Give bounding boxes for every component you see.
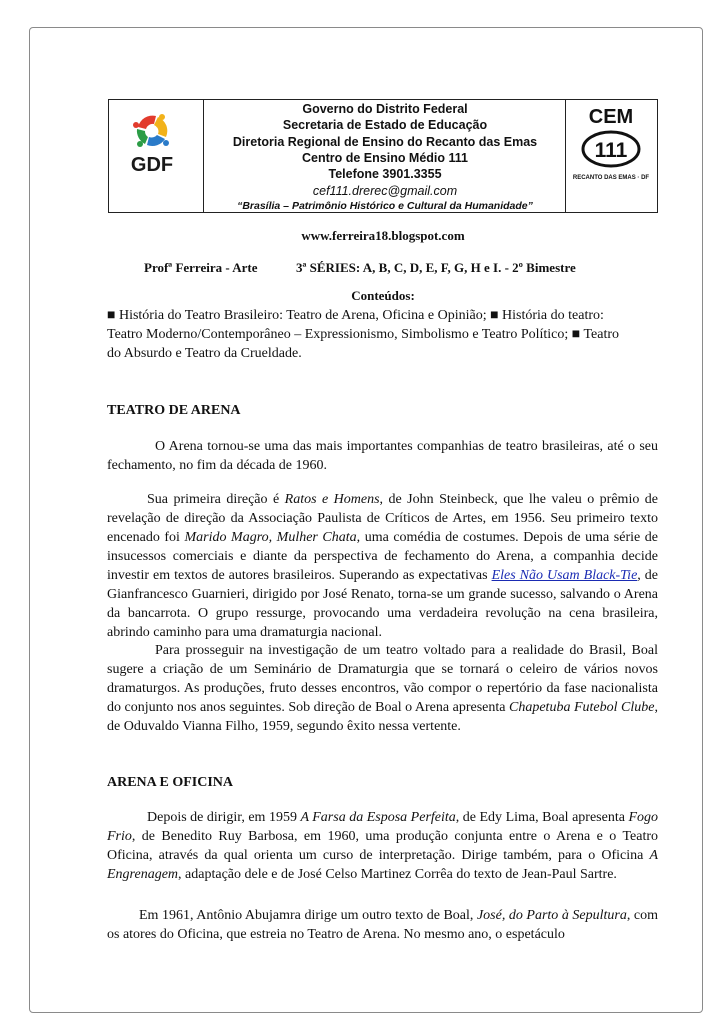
gdf-logo	[108, 99, 204, 213]
paragraph-text: , adaptação dele e de José Celso Martinez Corrêa do texto de Jean-Paul Sartre.	[178, 867, 617, 882]
paragraph-text: , de Benedito Ruy Barbosa, em 1960, uma produção conjunta entre o Arena e o Teatro Oficina, através da qual orienta um curso de interpretação. Dirige também, para o Oficina	[107, 829, 658, 863]
section-title-arena-e-oficina: ARENA E OFICINA	[107, 775, 234, 790]
paragraph	[107, 808, 658, 884]
paragraph-text: Em 1961, Antônio Abujamra dirige um outro texto de Boal,	[139, 908, 477, 923]
cem-logo-number: 111	[594, 139, 628, 162]
cem-logo-caption: RECANTO DAS EMAS · DF	[572, 175, 650, 181]
contents-title: Conteúdos:	[351, 288, 415, 303]
teacher-name: Profª Ferreira - Arte	[144, 260, 258, 275]
header-school: Centro de Ensino Médio 111	[301, 151, 468, 165]
paragraph-text: , uma comédia de costumes. Depois de uma série de insucessos comerciais e diante da perspectiva de fechamento do Arena, a companhia decide investir em textos de autores brasileiros. Superando as expectativas	[107, 530, 658, 583]
paragraph-text: Depois de dirigir, em 1959	[147, 810, 301, 825]
series-info: 3ª SÉRIES: A, B, C, D, E, F, G, H e I. - 2º Bimestre	[296, 260, 576, 275]
work-title: Chapetuba Futebol Clube	[509, 700, 655, 715]
paragraph	[107, 490, 658, 642]
section-title-teatro-de-arena: TEATRO DE ARENA	[107, 403, 241, 418]
header-phone: Telefone 3901.3355	[328, 167, 442, 181]
work-title: A Farsa da Esposa Perfeita	[300, 810, 456, 825]
header-email: cef111.drerec@gmail.com	[312, 184, 458, 198]
paragraph-text: Sua primeira direção é	[147, 492, 285, 507]
paragraph	[107, 641, 658, 736]
work-title: Ratos e Homens	[284, 492, 380, 507]
paragraph-text: , de Edy Lima, Boal apresenta	[455, 810, 629, 825]
paragraph-text: Para prosseguir na investigação de um teatro voltado para a realidade do Brasil, Boal sugere a criação de um Seminário de Dramaturgia que se tornará o celeiro de vários novos dramaturgos. As produções, fruto desses encontros, vão compor o repertório da fase nacionalista do conjunto nos anos seguintes. Sob direção de Boal o Arena apresenta	[107, 643, 658, 715]
paragraph	[107, 437, 658, 475]
work-title: Marido Magro, Mulher Chata	[184, 530, 357, 545]
work-title: A Engrenagem	[107, 848, 658, 882]
paragraph-text: , de Oduvaldo Vianna Filho, 1959, segundo êxito nessa vertente.	[107, 700, 658, 734]
gdf-logo-text: GDF	[130, 154, 174, 176]
paragraph-text: , com os atores do Oficina, que estreia no Teatro de Arena. No mesmo ano, o espetáculo	[107, 908, 658, 942]
contents-line: ■ História do Teatro Brasileiro: Teatro de Arena, Oficina e Opinião; ■ História do teatro:	[107, 308, 604, 323]
header-motto: “Brasília – Patrimônio Histórico e Cultural da Humanidade”	[237, 200, 533, 212]
header-secretariat: Secretaria de Estado de Educação	[282, 118, 488, 132]
paragraph-text: O Arena tornou-se uma das mais importantes companhias de teatro brasileiras, até o seu fechamento, no fim da década de 1960.	[107, 439, 658, 473]
paragraph-text: , de Gianfrancesco Guarnieri, dirigido por José Renato, torna-se um grande sucesso, salvando o Arena da bancarrota. O grupo ressurge, provocando uma verdadeira revolução na cena brasileira, abrindo caminho para uma dramaturgia nacional.	[107, 568, 658, 640]
gdf-emblem-icon	[108, 99, 202, 211]
cem-emblem-icon	[566, 99, 657, 211]
contents-line: do Absurdo e Teatro da Crueldade.	[107, 346, 302, 361]
paragraph	[107, 906, 658, 944]
paragraph-text: , de John Steinbeck, que lhe valeu o prêmio de revelação de direção da Associação Paulista de Críticos de Artes, em 1956. Seu primeiro texto encenado foi	[107, 492, 658, 545]
eles-nao-usam-black-tie-link[interactable]: Eles Não Usam Black-Tie	[491, 568, 638, 583]
cem-logo	[565, 99, 658, 213]
work-title: Fogo Frio	[107, 810, 658, 844]
website-url: www.ferreira18.blogspot.com	[301, 228, 465, 243]
cem-logo-top: CEM	[588, 106, 634, 128]
work-title: José, do Parto à Sepultura	[476, 908, 627, 923]
header-directorate: Diretoria Regional de Ensino do Recanto das Emas	[232, 135, 538, 149]
header-government: Governo do Distrito Federal	[302, 102, 468, 116]
contents-line: Teatro Moderno/Contemporâneo – Expressionismo, Simbolismo e Teatro Político; ■ Teatro	[107, 327, 620, 342]
